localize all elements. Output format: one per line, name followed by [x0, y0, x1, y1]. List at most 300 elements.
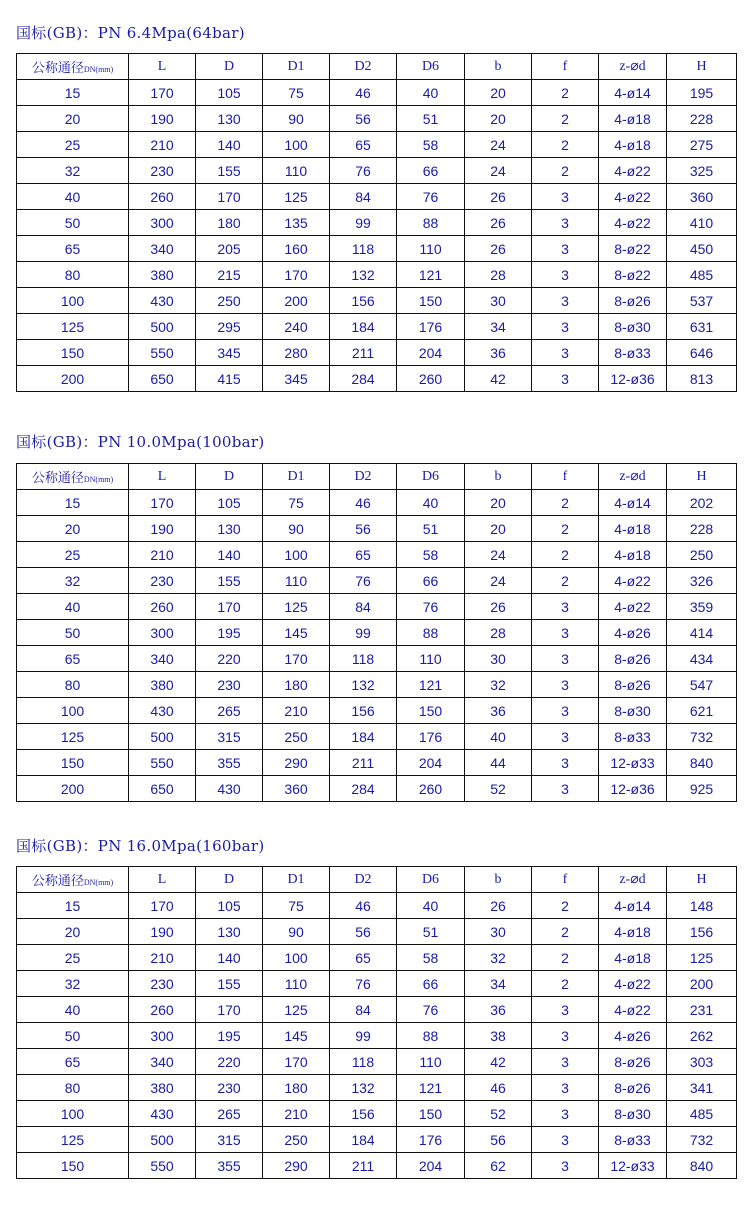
table-row [17, 1127, 737, 1153]
table-cell: 3 [532, 620, 599, 646]
table-cell: 176 [397, 724, 465, 750]
table-cell: 99 [330, 620, 397, 646]
table-cell: 650 [129, 366, 196, 392]
table-cell: 380 [129, 1075, 196, 1101]
table-cell: 200 [17, 776, 129, 802]
table-row [17, 236, 737, 262]
table-cell: 200 [667, 971, 737, 997]
table-cell: 170 [196, 594, 263, 620]
table-cell: 3 [532, 1075, 599, 1101]
table-cell: 100 [263, 132, 330, 158]
table-row [17, 997, 737, 1023]
table-cell: 340 [129, 646, 196, 672]
table-cell: 40 [17, 594, 129, 620]
table-cell: 925 [667, 776, 737, 802]
header-cell: D1 [263, 464, 330, 490]
table-cell: 230 [129, 971, 196, 997]
table-cell: 2 [532, 106, 599, 132]
table-cell: 15 [17, 490, 129, 516]
header-cell: D2 [330, 867, 397, 893]
table-cell: 3 [532, 288, 599, 314]
table-row [17, 210, 737, 236]
table-cell: 51 [397, 516, 465, 542]
table-cell: 3 [532, 210, 599, 236]
header-cell: D [196, 867, 263, 893]
table-cell: 3 [532, 594, 599, 620]
table-cell: 8-ø33 [599, 340, 667, 366]
table-cell: 90 [263, 106, 330, 132]
table-cell: 4-ø22 [599, 568, 667, 594]
table-cell: 32 [17, 568, 129, 594]
table-row [17, 776, 737, 802]
table-cell: 88 [397, 1023, 465, 1049]
table-cell: 262 [667, 1023, 737, 1049]
table-cell: 4-ø22 [599, 594, 667, 620]
table-cell: 184 [330, 1127, 397, 1153]
table-cell: 8-ø26 [599, 672, 667, 698]
table-cell: 12-ø36 [599, 366, 667, 392]
table-cell: 100 [17, 1101, 129, 1127]
table-cell: 20 [465, 80, 532, 106]
header-cell: D2 [330, 464, 397, 490]
table-cell: 20 [17, 106, 129, 132]
table-cell: 260 [129, 594, 196, 620]
header-cell-dn [17, 867, 129, 893]
dn-label: 公称通径 [31, 470, 84, 485]
table-cell: 230 [129, 568, 196, 594]
table-cell: 76 [330, 568, 397, 594]
table-cell: 415 [196, 366, 263, 392]
table-cell: 355 [196, 750, 263, 776]
table-cell: 150 [397, 1101, 465, 1127]
table-cell: 646 [667, 340, 737, 366]
table-cell: 145 [263, 1023, 330, 1049]
dn-unit: DN(mm) [83, 878, 114, 887]
header-cell: b [465, 464, 532, 490]
table-cell: 204 [397, 340, 465, 366]
table-cell: 430 [129, 698, 196, 724]
table-cell: 56 [330, 106, 397, 132]
table-cell: 110 [263, 971, 330, 997]
table-cell: 2 [532, 945, 599, 971]
table-row [17, 314, 737, 340]
table-cell: 32 [465, 672, 532, 698]
header-cell: D6 [397, 867, 465, 893]
spec-table-pn100 [16, 463, 737, 802]
table-cell: 2 [532, 542, 599, 568]
table-cell: 50 [17, 1023, 129, 1049]
table-cell: 24 [465, 158, 532, 184]
table-cell: 360 [263, 776, 330, 802]
table-cell: 25 [17, 542, 129, 568]
table-cell: 62 [465, 1153, 532, 1179]
table-cell: 621 [667, 698, 737, 724]
table-cell: 26 [465, 893, 532, 919]
table-cell: 410 [667, 210, 737, 236]
table-cell: 8-ø30 [599, 314, 667, 340]
table-cell: 84 [330, 184, 397, 210]
table-cell: 250 [667, 542, 737, 568]
header-cell: z-⌀d [599, 54, 667, 80]
table-cell: 66 [397, 158, 465, 184]
table-row [17, 750, 737, 776]
table-row [17, 340, 737, 366]
table-cell: 650 [129, 776, 196, 802]
table-cell: 8-ø26 [599, 288, 667, 314]
table-cell: 3 [532, 750, 599, 776]
table-cell: 275 [667, 132, 737, 158]
table-cell: 84 [330, 594, 397, 620]
table-row [17, 698, 737, 724]
table-cell: 110 [397, 1049, 465, 1075]
table-cell: 90 [263, 919, 330, 945]
table-cell: 250 [263, 1127, 330, 1153]
table-row [17, 184, 737, 210]
table-cell: 130 [196, 516, 263, 542]
table-cell: 8-ø22 [599, 236, 667, 262]
table-cell: 20 [465, 516, 532, 542]
table-cell: 125 [17, 314, 129, 340]
table-cell: 2 [532, 568, 599, 594]
table-cell: 2 [532, 893, 599, 919]
header-cell: f [532, 867, 599, 893]
table-cell: 220 [196, 1049, 263, 1075]
table-cell: 210 [263, 698, 330, 724]
table-row [17, 288, 737, 314]
header-cell: D2 [330, 54, 397, 80]
table-cell: 4-ø22 [599, 184, 667, 210]
table-cell: 125 [263, 184, 330, 210]
table-cell: 132 [330, 672, 397, 698]
table-row [17, 919, 737, 945]
table-cell: 325 [667, 158, 737, 184]
table-cell: 4-ø18 [599, 132, 667, 158]
table-cell: 3 [532, 997, 599, 1023]
table-cell: 156 [330, 1101, 397, 1127]
table-cell: 34 [465, 971, 532, 997]
table-cell: 75 [263, 80, 330, 106]
dn-label: 公称通径 [31, 873, 84, 888]
table-cell: 80 [17, 262, 129, 288]
table-cell: 211 [330, 750, 397, 776]
table-cell: 25 [17, 132, 129, 158]
table-cell: 3 [532, 184, 599, 210]
table-cell: 40 [17, 184, 129, 210]
table-cell: 202 [667, 490, 737, 516]
table-cell: 260 [129, 997, 196, 1023]
table-cell: 100 [17, 698, 129, 724]
table-cell: 32 [17, 158, 129, 184]
table-cell: 550 [129, 1153, 196, 1179]
table-cell: 51 [397, 919, 465, 945]
header-cell: f [532, 464, 599, 490]
table-cell: 26 [465, 184, 532, 210]
table-cell: 190 [129, 106, 196, 132]
table-cell: 430 [129, 288, 196, 314]
table-cell: 345 [196, 340, 263, 366]
table-cell: 380 [129, 262, 196, 288]
table-cell: 250 [196, 288, 263, 314]
table-cell: 360 [667, 184, 737, 210]
table-cell: 170 [263, 262, 330, 288]
table-cell: 44 [465, 750, 532, 776]
table-row [17, 893, 737, 919]
table-cell: 150 [397, 698, 465, 724]
table-cell: 414 [667, 620, 737, 646]
table-cell: 315 [196, 1127, 263, 1153]
table-cell: 75 [263, 490, 330, 516]
table-cell: 121 [397, 262, 465, 288]
table-cell: 32 [465, 945, 532, 971]
table-cell: 500 [129, 314, 196, 340]
table-row [17, 1049, 737, 1075]
table-cell: 110 [397, 646, 465, 672]
table-cell: 340 [129, 1049, 196, 1075]
table-cell: 125 [17, 724, 129, 750]
header-row [17, 54, 737, 80]
table-cell: 300 [129, 210, 196, 236]
table-row [17, 106, 737, 132]
table-cell: 25 [17, 945, 129, 971]
table-cell: 3 [532, 724, 599, 750]
table-cell: 260 [397, 366, 465, 392]
header-cell: f [532, 54, 599, 80]
table-cell: 4-ø22 [599, 971, 667, 997]
table-cell: 24 [465, 542, 532, 568]
table-cell: 12-ø33 [599, 750, 667, 776]
table-cell: 4-ø14 [599, 490, 667, 516]
table-cell: 24 [465, 132, 532, 158]
table-row [17, 1075, 737, 1101]
table-cell: 50 [17, 620, 129, 646]
table-row [17, 568, 737, 594]
table-cell: 40 [465, 724, 532, 750]
table-cell: 8-ø26 [599, 646, 667, 672]
table-cell: 121 [397, 672, 465, 698]
table-cell: 340 [129, 236, 196, 262]
table-cell: 3 [532, 672, 599, 698]
table-cell: 65 [17, 1049, 129, 1075]
header-cell: H [667, 54, 737, 80]
table-cell: 90 [263, 516, 330, 542]
table-cell: 195 [196, 1023, 263, 1049]
table-cell: 547 [667, 672, 737, 698]
table-cell: 56 [330, 919, 397, 945]
table-cell: 130 [196, 106, 263, 132]
table-cell: 840 [667, 1153, 737, 1179]
table-cell: 155 [196, 158, 263, 184]
table-cell: 121 [397, 1075, 465, 1101]
table-cell: 132 [330, 1075, 397, 1101]
table-cell: 284 [330, 776, 397, 802]
table-cell: 230 [196, 672, 263, 698]
table-cell: 4-ø18 [599, 106, 667, 132]
table-cell: 20 [17, 516, 129, 542]
table-cell: 8-ø26 [599, 1049, 667, 1075]
table-cell: 3 [532, 236, 599, 262]
table-cell: 76 [397, 594, 465, 620]
table-cell: 38 [465, 1023, 532, 1049]
table-cell: 46 [330, 80, 397, 106]
table-cell: 132 [330, 262, 397, 288]
header-cell-dn [17, 54, 129, 80]
table-cell: 15 [17, 893, 129, 919]
table-cell: 3 [532, 646, 599, 672]
table-cell: 100 [17, 288, 129, 314]
header-row [17, 464, 737, 490]
table-cell: 150 [17, 750, 129, 776]
table-cell: 110 [263, 568, 330, 594]
table-cell: 260 [397, 776, 465, 802]
table-row [17, 971, 737, 997]
table-cell: 8-ø30 [599, 698, 667, 724]
table-cell: 200 [263, 288, 330, 314]
table-cell: 118 [330, 1049, 397, 1075]
table-cell: 42 [465, 366, 532, 392]
table-cell: 155 [196, 971, 263, 997]
table-cell: 20 [465, 106, 532, 132]
table-cell: 211 [330, 340, 397, 366]
table-cell: 3 [532, 698, 599, 724]
table-cell: 265 [196, 698, 263, 724]
table-cell: 280 [263, 340, 330, 366]
table-cell: 40 [397, 490, 465, 516]
table-row [17, 1023, 737, 1049]
table-cell: 210 [129, 542, 196, 568]
table-cell: 4-ø18 [599, 919, 667, 945]
table-cell: 46 [465, 1075, 532, 1101]
table-cell: 2 [532, 971, 599, 997]
table-cell: 65 [330, 542, 397, 568]
table-cell: 732 [667, 1127, 737, 1153]
table-cell: 184 [330, 724, 397, 750]
table-cell: 4-ø26 [599, 620, 667, 646]
table-cell: 300 [129, 620, 196, 646]
table-cell: 228 [667, 106, 737, 132]
table-cell: 170 [196, 997, 263, 1023]
table-cell: 170 [129, 80, 196, 106]
table-cell: 110 [397, 236, 465, 262]
table-cell: 8-ø26 [599, 1075, 667, 1101]
table-cell: 4-ø18 [599, 945, 667, 971]
table-cell: 8-ø33 [599, 1127, 667, 1153]
table-cell: 204 [397, 750, 465, 776]
table-cell: 20 [17, 919, 129, 945]
table-row [17, 490, 737, 516]
table-cell: 118 [330, 646, 397, 672]
table-cell: 430 [129, 1101, 196, 1127]
table-cell: 40 [397, 80, 465, 106]
table-cell: 155 [196, 568, 263, 594]
table-cell: 341 [667, 1075, 737, 1101]
table-cell: 4-ø18 [599, 542, 667, 568]
table-cell: 3 [532, 1127, 599, 1153]
table-row [17, 132, 737, 158]
table-cell: 210 [129, 945, 196, 971]
spec-table-pn64 [16, 53, 737, 392]
table-cell: 84 [330, 997, 397, 1023]
table-cell: 40 [17, 997, 129, 1023]
table-cell: 42 [465, 1049, 532, 1075]
table-cell: 150 [17, 1153, 129, 1179]
table-row [17, 1153, 737, 1179]
table-cell: 170 [263, 646, 330, 672]
section-title-pn64: 国标(GB)：PN 6.4Mpa(64bar) [16, 24, 245, 42]
table-cell: 58 [397, 132, 465, 158]
table-cell: 15 [17, 80, 129, 106]
table-cell: 180 [196, 210, 263, 236]
table-cell: 3 [532, 776, 599, 802]
table-cell: 99 [330, 210, 397, 236]
table-cell: 58 [397, 945, 465, 971]
table-cell: 76 [330, 971, 397, 997]
table-cell: 65 [330, 132, 397, 158]
table-cell: 12-ø36 [599, 776, 667, 802]
header-cell: z-⌀d [599, 464, 667, 490]
table-cell: 65 [330, 945, 397, 971]
table-cell: 210 [129, 132, 196, 158]
table-row [17, 1101, 737, 1127]
table-cell: 150 [17, 340, 129, 366]
table-cell: 170 [263, 1049, 330, 1075]
table-cell: 205 [196, 236, 263, 262]
dn-unit: DN(mm) [83, 475, 114, 484]
table-cell: 813 [667, 366, 737, 392]
table-cell: 200 [17, 366, 129, 392]
table-cell: 160 [263, 236, 330, 262]
header-cell: H [667, 464, 737, 490]
table-cell: 80 [17, 1075, 129, 1101]
table-cell: 52 [465, 1101, 532, 1127]
table-cell: 3 [532, 1049, 599, 1075]
table-cell: 2 [532, 158, 599, 184]
table-cell: 500 [129, 1127, 196, 1153]
header-cell: L [129, 464, 196, 490]
header-cell: L [129, 54, 196, 80]
table-cell: 4-ø22 [599, 997, 667, 1023]
header-cell: z-⌀d [599, 867, 667, 893]
table-cell: 550 [129, 750, 196, 776]
table-row [17, 672, 737, 698]
table-cell: 345 [263, 366, 330, 392]
table-cell: 3 [532, 340, 599, 366]
table-row [17, 594, 737, 620]
table-cell: 485 [667, 1101, 737, 1127]
table-cell: 2 [532, 490, 599, 516]
table-cell: 110 [263, 158, 330, 184]
header-cell: D [196, 54, 263, 80]
header-cell: D6 [397, 54, 465, 80]
table-cell: 434 [667, 646, 737, 672]
table-cell: 156 [667, 919, 737, 945]
table-cell: 100 [263, 542, 330, 568]
table-cell: 230 [129, 158, 196, 184]
table-cell: 135 [263, 210, 330, 236]
table-cell: 284 [330, 366, 397, 392]
header-cell: D [196, 464, 263, 490]
table-cell: 145 [263, 620, 330, 646]
table-cell: 156 [330, 288, 397, 314]
table-cell: 631 [667, 314, 737, 340]
table-cell: 99 [330, 1023, 397, 1049]
table-cell: 265 [196, 1101, 263, 1127]
table-cell: 295 [196, 314, 263, 340]
table-cell: 4-ø26 [599, 1023, 667, 1049]
table-cell: 36 [465, 340, 532, 366]
table-cell: 24 [465, 568, 532, 594]
table-cell: 4-ø18 [599, 516, 667, 542]
table-cell: 240 [263, 314, 330, 340]
